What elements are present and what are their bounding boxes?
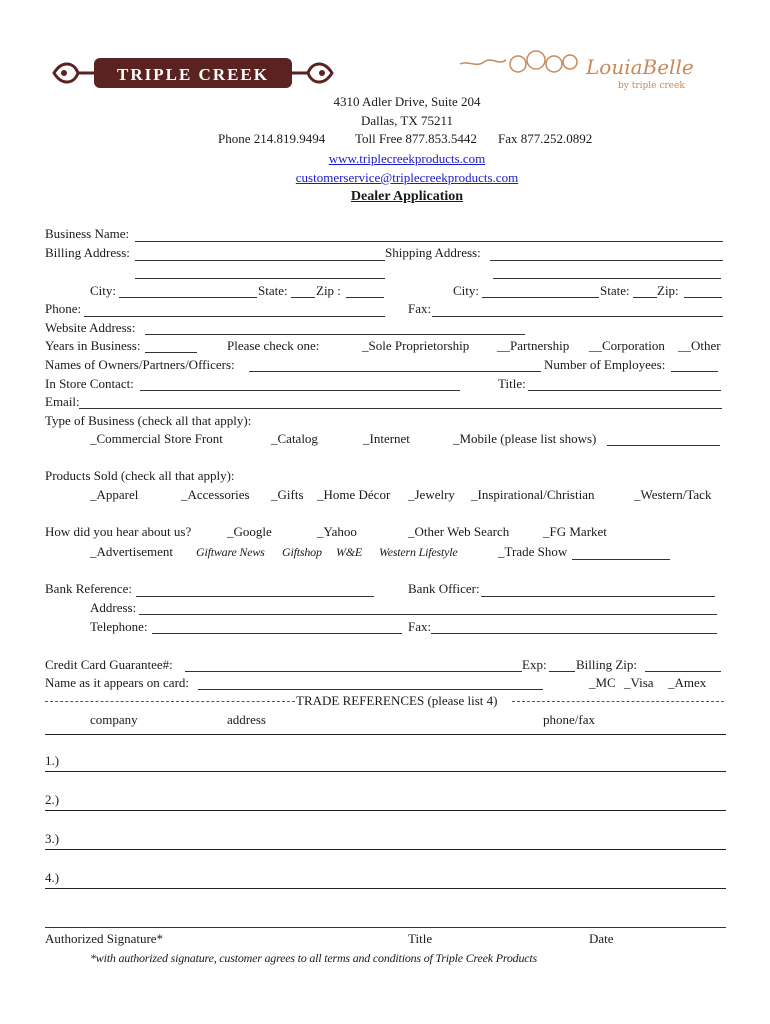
bank-address-label: Address: bbox=[90, 600, 137, 615]
bank-reference-label: Bank Reference: bbox=[45, 581, 132, 596]
other-option[interactable]: __Other bbox=[678, 338, 721, 353]
mc-option[interactable]: _MC bbox=[589, 675, 616, 690]
bank-address-field[interactable] bbox=[139, 614, 717, 615]
billing-address-field[interactable] bbox=[135, 260, 385, 261]
corporation-option[interactable]: __Corporation bbox=[589, 338, 665, 353]
header-fax: Fax 877.252.0892 bbox=[498, 131, 593, 146]
billing-city-field[interactable] bbox=[119, 297, 257, 298]
billing-state-field[interactable] bbox=[291, 297, 315, 298]
title-field[interactable] bbox=[528, 390, 721, 391]
ref-4-field[interactable] bbox=[45, 888, 726, 889]
visa-option[interactable]: _Visa bbox=[624, 675, 654, 690]
header-tollfree: Toll Free 877.853.5442 bbox=[355, 131, 477, 146]
bank-officer-field[interactable] bbox=[481, 596, 715, 597]
ref-4-label: 4.) bbox=[45, 870, 60, 885]
wne-option[interactable]: W&E bbox=[336, 545, 363, 559]
western-tack-option[interactable]: _Western/Tack bbox=[634, 487, 712, 502]
billing-zip-label: Zip : bbox=[316, 283, 341, 298]
exp-label: Exp: bbox=[522, 657, 547, 672]
shipping-state-label: State: bbox=[600, 283, 630, 298]
mobile-option[interactable]: _Mobile (please list shows) bbox=[453, 431, 597, 446]
phone-label: Phone: bbox=[45, 301, 82, 316]
mobile-shows-field[interactable] bbox=[607, 445, 720, 446]
employees-label: Number of Employees: bbox=[544, 357, 666, 372]
google-option[interactable]: _Google bbox=[227, 524, 272, 539]
bank-telephone-label: Telephone: bbox=[90, 619, 148, 634]
bank-fax-label: Fax: bbox=[408, 619, 432, 634]
shipping-city-label: City: bbox=[453, 283, 480, 298]
bank-telephone-field[interactable] bbox=[152, 633, 402, 634]
in-store-contact-field[interactable] bbox=[140, 390, 460, 391]
giftware-news-option[interactable]: Giftware News bbox=[196, 545, 265, 559]
shipping-zip-field[interactable] bbox=[684, 297, 722, 298]
title-label: Title: bbox=[498, 376, 526, 391]
type-business-label: Type of Business (check all that apply): bbox=[45, 413, 252, 428]
partnership-option[interactable]: __Partnership bbox=[497, 338, 570, 353]
website-link[interactable]: www.triplecreekproducts.com bbox=[328, 151, 486, 166]
signature-date-label: Date bbox=[589, 931, 614, 946]
trade-refs-divider-right bbox=[512, 701, 724, 702]
owners-field[interactable] bbox=[249, 371, 541, 372]
refs-header-rule bbox=[45, 734, 726, 735]
billing-address-field-2[interactable] bbox=[135, 278, 385, 279]
shipping-state-field[interactable] bbox=[633, 297, 657, 298]
website-field[interactable] bbox=[145, 334, 525, 335]
years-label: Years in Business: bbox=[45, 338, 141, 353]
svg-text:by triple creek: by triple creek bbox=[618, 81, 685, 91]
hear-about-label: How did you hear about us? bbox=[45, 524, 192, 539]
products-sold-label: Products Sold (check all that apply): bbox=[45, 468, 235, 483]
triple-creek-logo bbox=[48, 48, 338, 98]
cc-guarantee-label: Credit Card Guarantee#: bbox=[45, 657, 173, 672]
yahoo-option[interactable]: _Yahoo bbox=[317, 524, 357, 539]
home-decor-option[interactable]: _Home Décor bbox=[317, 487, 391, 502]
internet-option[interactable]: _Internet bbox=[363, 431, 410, 446]
other-web-option[interactable]: _Other Web Search bbox=[408, 524, 510, 539]
email-link[interactable]: customerservice@triplecreekproducts.com bbox=[295, 170, 519, 185]
signature-label: Authorized Signature* bbox=[45, 931, 164, 946]
shipping-city-field[interactable] bbox=[482, 297, 599, 298]
page-title: Dealer Application bbox=[350, 189, 464, 204]
svg-text:TRIPLE CREEK: TRIPLE CREEK bbox=[117, 65, 269, 84]
signature-line[interactable] bbox=[45, 927, 726, 928]
inspirational-option[interactable]: _Inspirational/Christian bbox=[471, 487, 595, 502]
billing-state-label: State: bbox=[258, 283, 288, 298]
years-field[interactable] bbox=[145, 352, 197, 353]
signature-title-label: Title bbox=[408, 931, 433, 946]
svg-text:LouiaBelle: LouiaBelle bbox=[586, 55, 694, 79]
shipping-address-field-2[interactable] bbox=[493, 278, 721, 279]
trade-refs-divider-left bbox=[45, 701, 295, 702]
fax-field[interactable] bbox=[432, 316, 723, 317]
header-phone: Phone 214.819.9494 bbox=[218, 131, 326, 146]
bank-reference-field[interactable] bbox=[136, 596, 374, 597]
bank-officer-label: Bank Officer: bbox=[408, 581, 480, 596]
trade-show-option[interactable]: _Trade Show bbox=[498, 544, 568, 559]
jewelry-option[interactable]: _Jewelry bbox=[408, 487, 455, 502]
shipping-address-field[interactable] bbox=[490, 260, 723, 261]
col-address: address bbox=[227, 712, 266, 727]
gifts-option[interactable]: _Gifts bbox=[271, 487, 304, 502]
address-line-2: Dallas, TX 75211 bbox=[360, 113, 454, 128]
ref-2-label: 2.) bbox=[45, 792, 60, 807]
shipping-address-label: Shipping Address: bbox=[385, 245, 481, 260]
name-on-card-label: Name as it appears on card: bbox=[45, 675, 190, 690]
phone-field[interactable] bbox=[84, 316, 385, 317]
commercial-option[interactable]: _Commercial Store Front bbox=[90, 431, 223, 446]
shipping-zip-label: Zip: bbox=[657, 283, 679, 298]
ref-3-field[interactable] bbox=[45, 849, 726, 850]
website-label: Website Address: bbox=[45, 320, 136, 335]
address-line-1: 4310 Adler Drive, Suite 204 bbox=[333, 94, 481, 109]
footnote: *with authorized signature, customer agrees to all terms and conditions of Triple Creek Products bbox=[90, 951, 538, 965]
col-phone-fax: phone/fax bbox=[543, 712, 595, 727]
billing-address-label: Billing Address: bbox=[45, 245, 130, 260]
email-field[interactable] bbox=[79, 408, 722, 409]
catalog-option[interactable]: _Catalog bbox=[271, 431, 318, 446]
in-store-contact-label: In Store Contact: bbox=[45, 376, 134, 391]
apparel-option[interactable]: _Apparel bbox=[90, 487, 139, 502]
louiabelle-logo bbox=[458, 44, 698, 94]
billing-zip-field-cc[interactable] bbox=[645, 671, 721, 672]
exp-field[interactable] bbox=[549, 671, 575, 672]
name-on-card-field[interactable] bbox=[198, 689, 543, 690]
advertisement-option[interactable]: _Advertisement bbox=[90, 544, 174, 559]
fg-market-option[interactable]: _FG Market bbox=[543, 524, 607, 539]
billing-zip-field[interactable] bbox=[346, 297, 384, 298]
owners-label: Names of Owners/Partners/Officers: bbox=[45, 357, 235, 372]
giftshop-option[interactable]: Giftshop bbox=[282, 545, 322, 559]
accessories-option[interactable]: _Accessories bbox=[181, 487, 250, 502]
trade-refs-heading: TRADE REFERENCES (please list 4) bbox=[296, 693, 498, 708]
ref-2-field[interactable] bbox=[45, 810, 726, 811]
ref-1-field[interactable] bbox=[45, 771, 726, 772]
trade-show-field[interactable] bbox=[572, 559, 670, 560]
please-check-label: Please check one: bbox=[227, 338, 320, 353]
email-label: Email: bbox=[45, 394, 80, 409]
employees-field[interactable] bbox=[671, 371, 718, 372]
cc-guarantee-field[interactable] bbox=[185, 671, 522, 672]
business-name-field[interactable] bbox=[135, 241, 723, 242]
col-company: company bbox=[90, 712, 138, 727]
fax-label: Fax: bbox=[408, 301, 432, 316]
billing-city-label: City: bbox=[90, 283, 117, 298]
bank-fax-field[interactable] bbox=[431, 633, 717, 634]
business-name-label: Business Name: bbox=[45, 226, 130, 241]
western-lifestyle-option[interactable]: Western Lifestyle bbox=[379, 545, 458, 559]
billing-zip-label-cc: Billing Zip: bbox=[576, 657, 638, 672]
ref-1-label: 1.) bbox=[45, 753, 60, 768]
ref-3-label: 3.) bbox=[45, 831, 60, 846]
sole-proprietorship-option[interactable]: _Sole Proprietorship bbox=[362, 338, 470, 353]
amex-option[interactable]: _Amex bbox=[668, 675, 707, 690]
